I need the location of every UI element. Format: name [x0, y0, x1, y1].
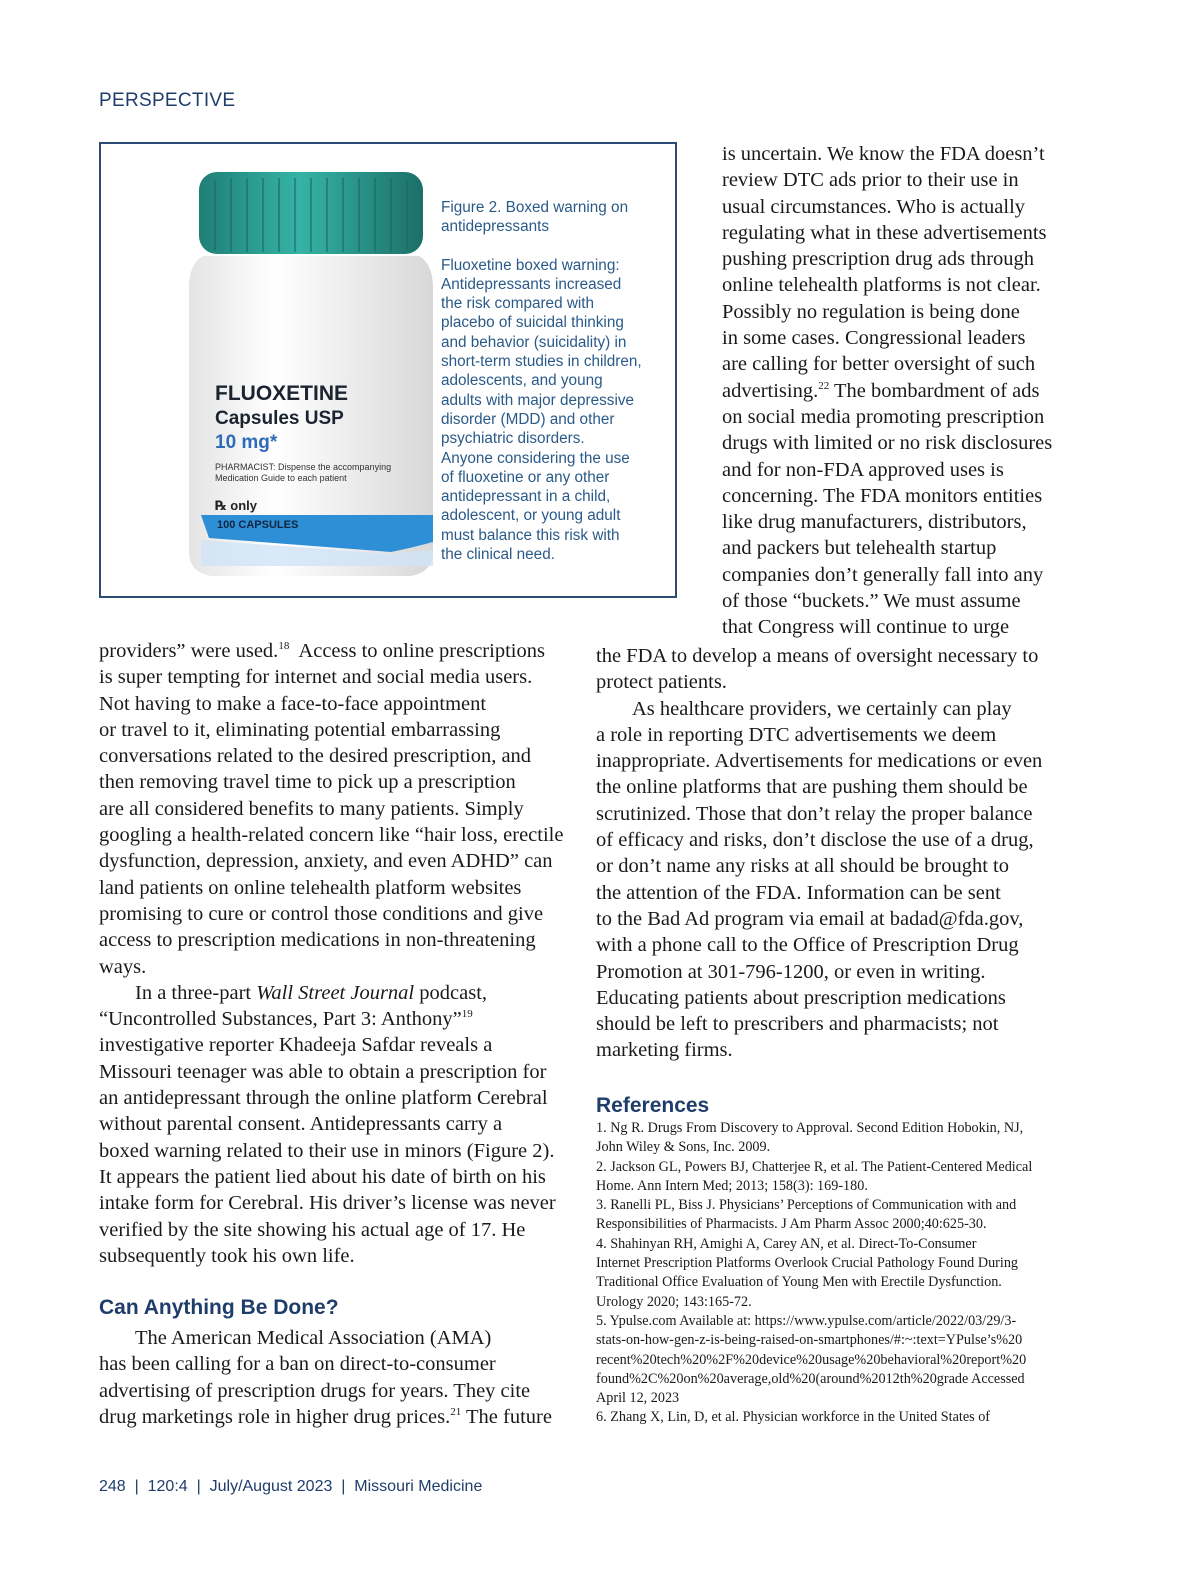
right-column-body: the FDA to develop a means of oversight necessary to protect patients. As healthcare providers, we certainly can play a role in reporting DTC advertisements we deem inappropriate. Advertisements for medications or even the online platforms that are pushing them should be scrutinized. Those that don’t relay the proper balance of efficacy and risks, don’t disclose the use of a drug, or don’t name any risks at all should be brought to the attention of the FDA. Information can be sent to the Bad Ad program via email at badad@fda.gov, with a phone call to the Office of Prescription Drug Promotion at 301-796-1200, or even in writing. Educating patients about prescription medications should be left to prescribers and pharmacists; not marketing firms.	[596, 645, 1043, 1062]
paragraph-line: providers” were used.$^{18}$ Access to online prescriptions	[99, 640, 545, 662]
citation-18: 18	[278, 640, 290, 652]
svg-text:Medication Guide to each patie: Medication Guide to each patient	[215, 473, 347, 483]
reference-line: 5. Ypulse.com Available at: https://www.ypulse.com/article/2022/03/29/3-	[596, 1312, 1017, 1329]
reference-line: Traditional Office Evaluation of Young Men with Erectile Dysfunction.	[596, 1274, 1002, 1291]
reference-line: Internet Prescription Platforms Overlook Crucial Pathology Found During	[596, 1255, 1019, 1272]
reference-line: found%2C%20on%20average,old%20(around%2012th%20grade Accessed	[596, 1370, 1025, 1387]
reference-line: 1. Ng R. Drugs From Discovery to Approval. Second Edition Hobokin, NJ,	[596, 1120, 1024, 1136]
citation-21: 21	[450, 1405, 462, 1418]
reference-line: 4. Shahinyan RH, Amighi A, Carey AN, et al. Direct-To-Consumer	[596, 1235, 977, 1252]
right-column-top-paragraph: is uncertain. We know the FDA doesn’t review DTC ads prior to their use in usual circumstances. Who is actually regulating what in these advertisements pushing prescription drug ads through online telehealth platforms is not clear. Possibly no regulation is being done in some cases. Congressional leaders are calling for better oversight of such advertising.$^{22}$ The bombardment of ads on social media promoting prescription drugs with limited or no risk disclosures and for non-FDA approved uses is concerning. The FDA monitors entities like drug manufacturers, distributors, and packers but telehealth startup companies don’t generally fall into any of those “buckets.” We must assume that Congress will continue to urge	[722, 143, 1053, 639]
reference-line: recent%20tech%20%2F%20device%20usage%20behavioral%20report%20	[596, 1351, 1027, 1368]
reference-line: Responsibilities of Pharmacists. J Am Pharm Assoc 2000;40:625-30.	[596, 1216, 987, 1233]
svg-text:℞ only: ℞ only	[215, 498, 257, 513]
svg-text:Capsules USP: Capsules USP	[215, 408, 344, 429]
figure-caption-body: Fluoxetine boxed warning: Antidepressants increased the risk compared with placebo of suicidal thinking and behavior (suicidality) in short-term studies in children, adolescents, and young adults with major depressive disorder (MDD) and other psychiatric disorders. Anyone considering the use of fluoxetine or any other antidepressant in a child, adolescent, or young adult must balance this risk with the clinical need.	[441, 256, 642, 564]
section-label: PERSPECTIVE	[99, 90, 236, 111]
section-heading: Can Anything Be Done?	[99, 1296, 339, 1319]
references-list	[596, 1119, 1076, 1428]
svg-text:PHARMACIST: Dispense the accom: PHARMACIST: Dispense the accompanying	[215, 462, 392, 472]
page-footer: 248 | 120:4 | July/August 2023 | Missouri Medicine	[99, 1478, 483, 1495]
reference-line: John Wiley & Sons, Inc. 2009.	[596, 1139, 771, 1156]
reference-line: stats-on-how-gen-z-is-being-raised-on-smartphones/#:~:text=YPulse’s%20	[596, 1332, 1023, 1349]
reference-line: Urology 2020; 143:165-72.	[596, 1293, 752, 1310]
publication-title: Wall Street Journal	[256, 981, 415, 1004]
svg-text:100 CAPSULES: 100 CAPSULES	[217, 519, 299, 531]
reference-line: 2. Jackson GL, Powers BJ, Chatterjee R, et al. The Patient-Centered Medical	[596, 1158, 1033, 1175]
figure-caption	[441, 198, 671, 564]
reference-line: 3. Ranelli PL, Biss J. Physicians’ Perceptions of Communication with and	[596, 1197, 1017, 1214]
figure-2	[99, 142, 677, 598]
references-heading: References	[596, 1094, 710, 1117]
figure-caption-title: Figure 2. Boxed warning on antidepressants	[441, 199, 629, 236]
reference-line: 6. Zhang X, Lin, D, et al. Physician workforce in the United States of	[596, 1409, 991, 1426]
left-column-body: providers” were used.$^{18}$ Access to online prescriptions is super tempting for internet and social media users. Not having to make a face-to-face appointment or travel to it, eliminating potential embarrassing conversations related to the desired prescription, and then removing travel time to pick up a prescription are all considered benefits to many patients. Simply googling a health-related concern like “hair loss, erectile dysfunction, depression, anxiety, and even ADHD” can land patients on online telehealth platform websites promising to cure or control those conditions and give access to prescription medications in non-threatening ways. In a three-part Wall Street Journal podcast, “Uncontrolled Substances, Part 3: Anthony”$^{19}$ investigative reporter Khadeeja Safdar reveals a Missouri teenager was able to obtain a prescription for an antidepressant through the online platform Cerebral without parental consent. Antidepressants carry a boxed warning related to their use in minors (Figure 2). It appears the patient lied about his date of birth on his intake form for Cerebral. His driver’s license was never verified by the site showing his actual age of 17. He subsequently took his own life.	[99, 638, 579, 1269]
citation-19: 19	[461, 1008, 473, 1021]
ama-paragraph: The American Medical Association (AMA) has been calling for a ban on direct-to-consumer advertising of prescription drugs for years. They cite drug marketings role in higher drug prices.$^{21}$ The future	[99, 1327, 552, 1428]
reference-line: April 12, 2023	[596, 1390, 680, 1407]
citation-22: 22	[818, 379, 830, 392]
svg-text:10 mg*: 10 mg*	[215, 432, 278, 453]
reference-line: Home. Ann Intern Med; 2013; 158(3): 169-180.	[596, 1177, 868, 1194]
svg-text:FLUOXETINE: FLUOXETINE	[215, 382, 349, 405]
